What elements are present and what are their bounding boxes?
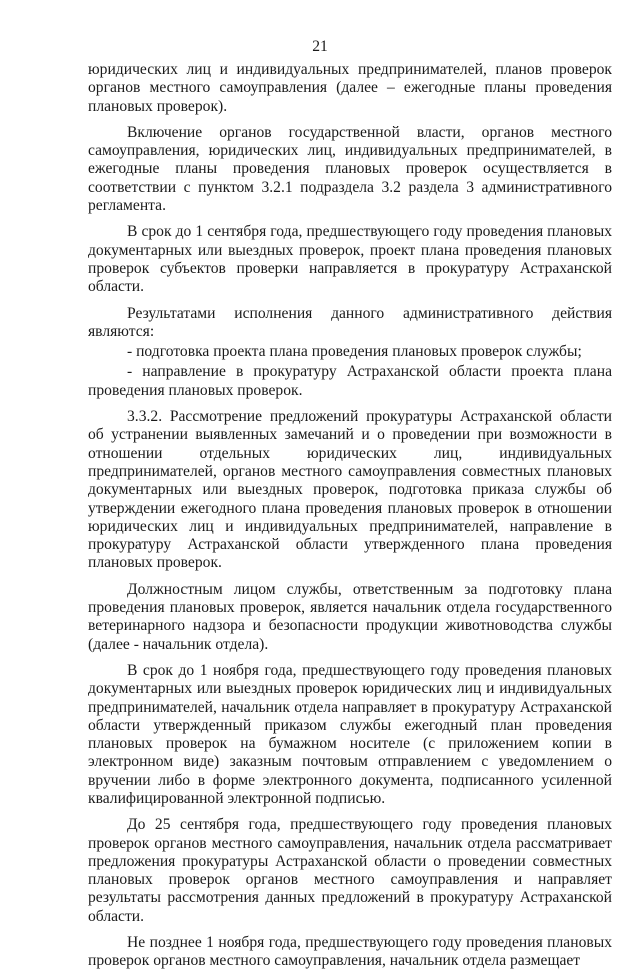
list-item-send-draft: - направление в прокуратуру Астраханской области проекта плана проведения плановых проверок. bbox=[88, 363, 612, 399]
paragraph-inclusion: Включение органов государственной власти, органов местного самоуправления, юридических лиц, индивидуальных предпринимателей, в ежегодные планы проведения плановых проверок осуществляется в соответствии с пунктом 3.2.1 подраздела 3.2 раздела 3 административного регламента. bbox=[88, 123, 612, 215]
list-item-draft-plan: - подготовка проекта плана проведения плановых проверок службы; bbox=[127, 343, 582, 361]
paragraph-responsible-official: Должностным лицом службы, ответственным за подготовку плана проведения плановых проверок, является начальник отдела государственного ветеринарного надзора и безопасности продукции животноводства службы (далее - начальник отдела). bbox=[88, 580, 612, 653]
document-body bbox=[88, 61, 612, 971]
paragraph-deadline-25-september: До 25 сентября года, предшествующего году проведения плановых проверок органов местного самоуправления, начальник отдела рассматривает предложения прокуратуры Астраханской области о проведении совместных плановых проверок органов местного самоуправления и направляет результаты рассмотрения данных предложений в прокуратуру Астраханской области. bbox=[88, 816, 612, 925]
paragraph-deadline-november: В срок до 1 ноября года, предшествующего году проведения плановых документарных или выездных проверок юридических лиц и индивидуальных предпринимателей, начальник отдела направляет в прокуратуру Астраханской области утвержденный приказом службы ежегодный план проведения плановых проверок на бумажном носителе (с приложением копии в электронном виде) заказным почтовым отправлением с уведомлением о вручении либо в форме электронного документа, подписанного усиленной квалифицированной электронной подписью. bbox=[88, 661, 612, 807]
page-number: 21 bbox=[312, 38, 328, 55]
paragraph-results-heading: Результатами исполнения данного административного действия являются: bbox=[88, 304, 612, 340]
paragraph-deadline-september: В срок до 1 сентября года, предшествующего году проведения плановых документарных или выездных проверок, проект плана проведения плановых проверок субъектов проверки направляется в прокуратуру Астраханской области. bbox=[88, 223, 612, 296]
paragraph-continuation: юридических лиц и индивидуальных предпринимателей, планов проверок органов местного самоуправления (далее – ежегодные планы проведения плановых проверок). bbox=[88, 61, 612, 115]
paragraph-no-later-november: Не позднее 1 ноября года, предшествующего году проведения плановых проверок органов местного самоуправления, начальник отдела размещает bbox=[88, 934, 612, 970]
paragraph-section-3-3-2: 3.3.2. Рассмотрение предложений прокуратуры Астраханской области об устранении выявленных замечаний и о проведении при возможности в отношении отдельных юридических лиц, индивидуальных предпринимателей, органов местного самоуправления совместных плановых документарных или выездных проверок, подготовка приказа службы об утверждении ежегодного плана проведения плановых проверок в отношении юридических лиц и индивидуальных предпринимателей, направление в прокуратуру Астраханской области утвержденного плана проведения плановых проверок. bbox=[88, 408, 612, 572]
